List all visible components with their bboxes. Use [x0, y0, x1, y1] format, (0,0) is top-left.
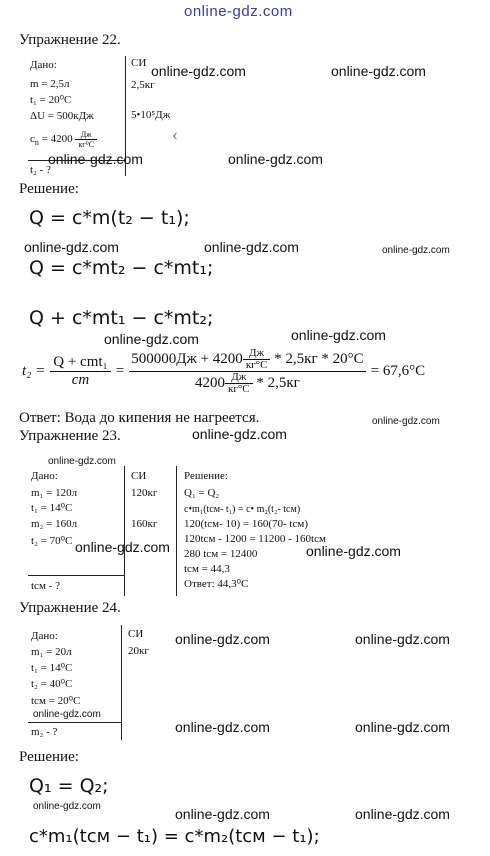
ex24-divider-h [28, 722, 121, 723]
ex23-si-m2: 160кг [131, 518, 158, 530]
ex24-divider-v [121, 625, 122, 740]
ex24-formula-1: Q₁ = Q₂; [29, 775, 109, 797]
exercise-22-title: Упражнение 22. [19, 32, 121, 48]
ex24-solution-label: Решение: [19, 749, 79, 765]
watermark: online-gdz.com [24, 239, 119, 255]
ex22-solution-label: Решение: [19, 181, 79, 197]
ex23-si-label: СИ [131, 470, 147, 482]
ex24-si-m1: 20кг [128, 645, 149, 657]
ex23-step-2: c•m₁(tсм- t₁) = c• m₂(t₂- tсм) [184, 504, 301, 515]
site-header: online-gdz.com [184, 3, 293, 20]
watermark: online-gdz.com [382, 245, 450, 256]
ex22-find: t₂ - ? [30, 164, 51, 176]
ex24-given-t2: t₂ = 40⁰С [31, 678, 73, 690]
watermark: online-gdz.com [355, 719, 450, 735]
exercise-23-title: Упражнение 23. [19, 428, 121, 444]
ex23-given-m2: m₂ = 160л [31, 518, 78, 530]
watermark: online-gdz.com [75, 539, 170, 555]
watermark: online-gdz.com [192, 426, 287, 442]
ex22-given-cn: $c_n = 4200$ $\frac{Дж}{\text{кг⁰С}}$ [30, 130, 97, 149]
ex22-given-label: Дано: [30, 59, 57, 71]
ex23-divider-v1 [124, 466, 125, 596]
ex24-given-label: Дано: [31, 630, 58, 642]
ex22-formula-3: Q + c*mt₁ − c*mt₂; [29, 307, 214, 329]
ex24-find: m₂ - ? [31, 726, 58, 738]
watermark: online-gdz.com [372, 416, 440, 427]
watermark: online-gdz.com [331, 63, 426, 79]
watermark: online-gdz.com [151, 63, 246, 79]
watermark: online-gdz.com [355, 806, 450, 822]
ex23-given-t2: t₂ = 70⁰С [31, 535, 73, 547]
watermark: online-gdz.com [306, 543, 401, 559]
ex22-si-m: 2,5кг [131, 79, 155, 91]
ex24-given-m1: m₁ = 20л [31, 646, 72, 658]
watermark: online-gdz.com [228, 151, 323, 167]
ex23-step-4: 120tсм - 1200 = 11200 - 160tсм [184, 533, 326, 545]
ex22-given-m: m = 2,5л [30, 78, 70, 90]
watermark: online-gdz.com [175, 719, 270, 735]
ex23-divider-v2 [176, 466, 177, 596]
ex23-answer: Ответ: 44,3⁰С [184, 578, 249, 590]
ex23-given-label: Дано: [31, 470, 58, 482]
ex24-given-t1: t₁ = 14⁰С [31, 662, 73, 674]
ex23-step-3: 120(tсм- 10) = 160(70- tсм) [184, 518, 308, 530]
watermark: online-gdz.com [33, 801, 101, 812]
ex23-solution-label: Решение: [184, 470, 228, 482]
ex24-formula-2: c*m₁(tсм − t₁) = c*m₂(tсм − t₁); [29, 826, 320, 847]
ex22-given-t1: t₁ = 20⁰С [30, 94, 72, 106]
watermark: online-gdz.com [104, 331, 199, 347]
watermark: online-gdz.com [175, 631, 270, 647]
watermark: online-gdz.com [33, 709, 101, 720]
watermark: online-gdz.com [175, 806, 270, 822]
exercise-24-title: Упражнение 24. [19, 600, 121, 616]
ex23-si-m1: 120кг [131, 487, 158, 499]
ex22-answer: Ответ: Вода до кипения не нагреется. [19, 410, 260, 426]
watermark: online-gdz.com [355, 631, 450, 647]
ex22-formula-1: Q = c*m(t₂ − t₁); [29, 207, 190, 229]
ex23-divider-h [28, 575, 124, 576]
ex23-given-t1: t₁ = 14⁰С [31, 502, 73, 514]
ex22-formula-2: Q = c*mt₂ − c*mt₁; [29, 257, 214, 279]
watermark: online-gdz.com [48, 151, 143, 167]
watermark: online-gdz.com [48, 456, 116, 467]
bracket-mark-icon: ‹ [172, 124, 178, 144]
ex22-formula-4: t₂ = $\frac{\text{Q + cmt₁}}{cm}$ = 500000Дж + 4200 $\frac{Дж}{кг^\circ С}$ * 2,5кг * 20°С 4200 $\frac{Дж}{кг^\circ С}$ * 2,5кг = 67,6°С [22, 347, 426, 395]
ex24-si-label: СИ [128, 628, 144, 640]
ex23-step-6: tсм = 44,3 [184, 563, 230, 575]
ex23-step-5: 280 tсм = 12400 [184, 548, 258, 560]
ex22-given-dU: ΔU = 500кДж [30, 110, 94, 122]
ex23-given-m1: m₁ = 120л [31, 487, 78, 499]
watermark: online-gdz.com [204, 239, 299, 255]
ex23-find: tсм - ? [31, 580, 60, 592]
watermark: online-gdz.com [291, 327, 386, 343]
ex22-si-dU: 5•10⁵Дж [131, 109, 171, 121]
ex23-step-1: Q₁ = Q₂ [184, 487, 220, 499]
ex24-given-tcm: tсм = 20⁰С [31, 695, 81, 707]
ex22-si-label: СИ [131, 57, 147, 69]
